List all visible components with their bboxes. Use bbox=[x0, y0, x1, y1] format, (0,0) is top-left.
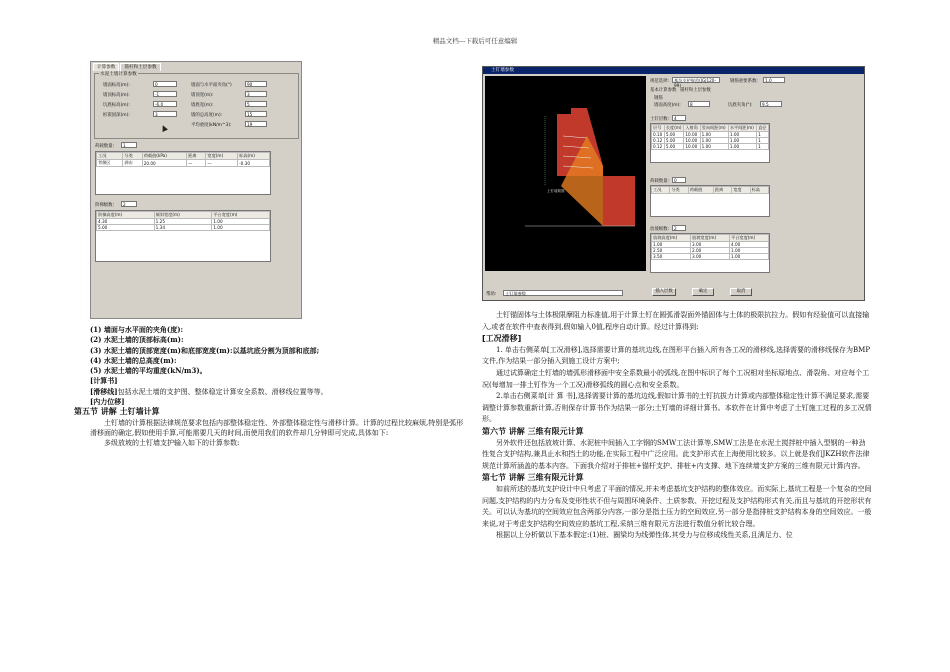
table-cell[interactable]: 背侧区 bbox=[97, 160, 123, 167]
step-table[interactable] bbox=[95, 210, 271, 262]
help-label: 帮助: bbox=[486, 292, 497, 297]
table-cell[interactable]: 2.50 bbox=[652, 248, 691, 254]
table-row[interactable] bbox=[97, 160, 270, 167]
spec-select[interactable]: 基坑支护规范(JGJ120-99) bbox=[672, 77, 720, 83]
step-count-input[interactable]: 2 bbox=[121, 201, 137, 207]
safety-select[interactable]: 1.0 bbox=[763, 77, 785, 83]
params-label: 钢筋 bbox=[654, 96, 663, 101]
page-header: 精品文档---下载后可任意编辑 bbox=[432, 37, 518, 45]
slide-label: [滑移线] bbox=[90, 386, 118, 396]
table-cell[interactable]: 1.00 bbox=[728, 138, 756, 144]
col-header: 分类 bbox=[670, 187, 688, 194]
table-cell[interactable]: 5.00 bbox=[664, 138, 684, 144]
sub-heading-slip: [工况滑移] bbox=[482, 334, 522, 344]
top-width-input[interactable]: 3 bbox=[245, 91, 267, 97]
col-header: 放坡高度(m) bbox=[652, 235, 691, 242]
table-cell[interactable]: 4.30 bbox=[97, 219, 155, 225]
table-cell[interactable]: 0.12 bbox=[652, 138, 665, 144]
calc-label: [计算书] bbox=[90, 376, 118, 386]
r-load-count-input[interactable]: 0 bbox=[672, 177, 686, 183]
col-header: 长度(m) bbox=[664, 125, 684, 132]
table-cell[interactable]: 1 bbox=[757, 138, 769, 144]
col-header: 标高(m) bbox=[238, 153, 270, 160]
soil-nail-diagram bbox=[485, 76, 646, 271]
table-cell[interactable]: 1.00 bbox=[728, 144, 756, 150]
params-panel bbox=[648, 76, 863, 298]
wall-top-input[interactable]: 0 bbox=[153, 81, 177, 87]
embed-depth-input[interactable]: 3 bbox=[153, 111, 177, 117]
para-calc-book: 2.单击右侧菜单[计 算 书],选择需要计算的基坑边线,假如计算书的土钉抗拔力计算或内部整体稳定性计算不满足要求,需要调整计算参数重新计算,否则保存计算书作为结果一部分;土钉墙的详细计算书。本软件在计算中考虑了土钉施工过程的多工况情形。 bbox=[482, 392, 872, 424]
wall-height-label: 墙面高度(m): bbox=[654, 103, 681, 108]
col-header: 标高 bbox=[750, 187, 768, 194]
table-cell[interactable]: 1.34 bbox=[154, 225, 212, 231]
table-cell[interactable]: 1.00 bbox=[730, 254, 769, 260]
list-item: (2) 水泥土墙的顶部标高(m): bbox=[90, 335, 184, 345]
diagram-label: 土钉墙简图 bbox=[547, 189, 565, 193]
load-count-input[interactable]: 1 bbox=[121, 142, 137, 148]
table-cell[interactable]: 10.00 bbox=[684, 132, 700, 138]
wall-height-input[interactable]: 8 bbox=[688, 101, 710, 107]
wall-crest-label: 墙顶标高(m): bbox=[103, 93, 130, 98]
table-cell[interactable]: 10.00 bbox=[684, 144, 700, 150]
para-friction: 土钉锚固体与土体极限摩阻力标准值,用于计算土钉在圆弧滑裂面外锚固体与土体的极限抗拉力。假如有经验值可以直接输入,或者在软件中查表得到,假如输入0值,程序自动计算。经过计算得到: bbox=[482, 311, 870, 331]
window-title: 土钉墙参数 bbox=[483, 67, 864, 74]
list-item: (4) 水泥土墙的总高度(m): bbox=[90, 355, 177, 365]
col-header: 分类 bbox=[123, 153, 142, 160]
slide-text: 包括水泥土墙的支护图、整体稳定计算安全系数、滑移线位置等等。 bbox=[117, 387, 328, 396]
table-cell[interactable]: 1.00 bbox=[728, 132, 756, 138]
table-cell[interactable]: 1 bbox=[757, 144, 769, 150]
nail-table[interactable] bbox=[650, 123, 770, 163]
table-cell[interactable]: 1.00 bbox=[700, 144, 728, 150]
table-cell[interactable]: 1 bbox=[757, 132, 769, 138]
total-height-input[interactable]: 15 bbox=[245, 111, 267, 117]
unit-weight-label: 平均重度(kN/m^3): bbox=[191, 123, 232, 128]
table-row[interactable] bbox=[652, 254, 769, 260]
spec-label: 规范选择: bbox=[650, 79, 670, 84]
col-header: 层号 bbox=[652, 125, 665, 132]
table-cell[interactable]: 3.00 bbox=[691, 242, 730, 248]
table-cell[interactable]: 20.00 bbox=[142, 160, 186, 167]
col-header: 竖向间距(m) bbox=[700, 125, 728, 132]
table-cell[interactable]: 4.00 bbox=[730, 242, 769, 248]
pit-bottom-input[interactable]: -6.0 bbox=[153, 101, 177, 107]
tab-anchor[interactable]: 锚杆和土层参数 bbox=[680, 88, 711, 93]
load-count-label: 荷载数量: bbox=[95, 144, 115, 149]
disp-label: [内力位移] bbox=[90, 397, 125, 407]
tab-calc-params[interactable]: 计算参数 bbox=[93, 63, 119, 71]
section-7-title: 第七节 讲解 三维有限元计算 bbox=[482, 473, 584, 483]
para-3d: 如前所述的基坑支护设计中只考虑了平面的情况,并未考虑基坑支护结构的整体效应。而实际上,基坑工程是一个复杂的空间问题,支护结构的内力分布及变形性状不但与周围环境条件、土质参数、开挖过程及支护结构形式有关,而且与基坑的开挖形状有关。可以认为基坑的空间效应包含两部分内容,一部分是指土压力的空间效应,另一部分是指排桩支护结构本身的空间效应。一般来说,对于考虑支护结构空间效应的基坑工程,采纳三维有限元方法进行数值分析比较合理。 bbox=[482, 484, 872, 528]
table-cell[interactable]: 2.00 bbox=[691, 248, 730, 254]
col-header: 宽度 bbox=[732, 187, 750, 194]
embed-depth-label: 桩嵌固深(m): bbox=[103, 113, 130, 118]
col-header: 入射角 bbox=[684, 125, 700, 132]
step-count-label: 阶梯级数: bbox=[95, 203, 115, 208]
r-step-count-label: 放坡级数: bbox=[650, 227, 670, 232]
list-item: (3) 水泥土墙的顶部宽度(m)和底部宽度(m):以基坑底分割为顶部和底部; bbox=[90, 345, 320, 355]
col-header: 直径 bbox=[757, 125, 769, 132]
nail-count-label: 土钉层数: bbox=[650, 117, 670, 122]
para-slip-2: 通过试算确定土钉墙的墙弧形滑移面中安全系数最小的弧线,在图中标识了每个工况相对坐标原地点、滑裂角、对应每个工况(每增加一排土钉作为一个工况)滑移弧线的圆心点和安全系数。 bbox=[482, 368, 870, 389]
angle-input[interactable]: 9.5 bbox=[760, 101, 782, 107]
diagram-svg bbox=[485, 76, 646, 271]
load-table[interactable] bbox=[95, 151, 271, 195]
total-height-label: 墙的总高度(m): bbox=[191, 113, 223, 118]
table-cell[interactable]: 1.00 bbox=[700, 138, 728, 144]
table-cell[interactable]: 1.25 bbox=[154, 219, 212, 225]
table-cell[interactable]: 5.00 bbox=[664, 144, 684, 150]
section-6-title: 第六节 讲解 三维有限元计算 bbox=[482, 426, 584, 436]
left-column-text bbox=[74, 325, 470, 449]
list-item: (1) 墙面与水平面的夹角(度): bbox=[90, 325, 184, 334]
col-header: 距离 bbox=[187, 153, 206, 160]
wall-angle-label: 墙面与水平面夹角(°) bbox=[191, 83, 232, 88]
soil-nail-window bbox=[482, 66, 865, 301]
para-assumptions: 根据以上分析做以下基本假定:(1)桩、圈梁均为线弹性体,其受力与位移成线性关系,且满足力、位 bbox=[496, 531, 793, 540]
col-header: 水平间距(m) bbox=[728, 125, 756, 132]
bottom-width-label: 墙底宽(m): bbox=[191, 103, 214, 108]
table-cell[interactable]: 1.00 bbox=[700, 132, 728, 138]
params-group bbox=[94, 73, 299, 139]
cancel-button[interactable]: 取消 bbox=[730, 288, 752, 296]
bottom-width-input[interactable]: 5 bbox=[245, 101, 267, 107]
slide-line bbox=[90, 387, 470, 397]
list-item: (5) 水泥土墙的平均重度(kN/m3)。 bbox=[90, 366, 207, 376]
insert-layer-button[interactable]: 插入层数 bbox=[652, 288, 676, 296]
para-slip-1: 1. 单击右侧菜单[工况滑移],选择需要计算的基坑边线,在图形平台插入所有各工况的滑移线,选择需要的滑移线保存为BMP文件,作为结果一部分插入到施工设计方案中; bbox=[482, 345, 871, 366]
table-cell[interactable]: — bbox=[206, 160, 238, 167]
tab-basic[interactable]: 基本计算参数 bbox=[650, 88, 677, 93]
table-cell[interactable]: 满布 bbox=[123, 160, 142, 167]
ok-button[interactable]: 确定 bbox=[692, 288, 714, 296]
unit-weight-input[interactable]: 19 bbox=[245, 121, 267, 127]
table-cell[interactable]: 1.00 bbox=[212, 219, 270, 225]
table-cell[interactable]: 3.00 bbox=[691, 254, 730, 260]
table-cell[interactable]: 0.10 bbox=[652, 132, 665, 138]
col-header: 倾斜宽度(m) bbox=[154, 212, 212, 219]
col-header: 平台宽度(m) bbox=[730, 235, 769, 242]
safety-label: 钢筋重要系数: bbox=[730, 79, 758, 84]
col-header: 距离 bbox=[713, 187, 731, 194]
tab-anchor-soil[interactable]: 锚杆和土层参数 bbox=[120, 63, 160, 71]
params-group-title: 水泥土墙计算参数 bbox=[100, 72, 137, 77]
wall-crest-input[interactable]: -1 bbox=[153, 91, 177, 97]
pit-bottom-label: 坑底标高(m): bbox=[103, 103, 130, 108]
col-header: 阶梯高度(m) bbox=[97, 212, 155, 219]
table-cell[interactable]: 1.00 bbox=[212, 225, 270, 231]
r-load-table[interactable] bbox=[650, 185, 770, 217]
angle-label: 坑底夹角(°): bbox=[728, 103, 753, 108]
table-cell[interactable]: 1.00 bbox=[652, 242, 691, 248]
table-cell[interactable]: 5.00 bbox=[664, 132, 684, 138]
r-step-count-input[interactable]: 2 bbox=[672, 225, 686, 231]
table-cell[interactable]: 0.12 bbox=[652, 144, 665, 150]
col-header: 荷载值(kPa) bbox=[142, 153, 186, 160]
right-column-text bbox=[482, 310, 872, 542]
table-cell[interactable]: 1.00 bbox=[730, 248, 769, 254]
table-cell[interactable]: 3.50 bbox=[652, 254, 691, 260]
section-5-title: 第五节 讲解 土钉墙计算 bbox=[74, 407, 160, 417]
section-5-para-2: 多级放坡的土钉墙支护输入如下的计算参数: bbox=[104, 439, 240, 448]
table-row[interactable] bbox=[97, 225, 270, 231]
wall-params-dialog bbox=[90, 61, 302, 319]
col-header: 平台宽度(m) bbox=[212, 212, 270, 219]
section-5-para-1: 土钉墙的计算根据法律规范要求包括内部整体稳定性、外部整体稳定性与滑移计算。计算的过程比较麻烦,特别是弧形滑移面的确定,假如使用手算,可能需要几天的时间,而使用我们的软件却几分钟即可完成,具体如下: bbox=[90, 418, 464, 437]
table-cell[interactable]: 10.00 bbox=[684, 138, 700, 144]
para-smw: 另外软件还包括放坡计算、水泥桩中间插入工字钢的SMW工法计算等,SMW工法是在水泥土搅拌桩中插入型钢的一种劲性复合支护结构,兼具止水和挡土的功能,在实际工程中广泛应用。此支护形式在上海使用比较多。以上就是我们JKZH软件法律规范计算所涵盖的基本内容。下面我介绍对于排桩+锚杆支护、排桩+内支撑、地下连续墙支护方案的三维有限元计算内容。 bbox=[482, 438, 870, 470]
nail-count-input[interactable]: 4 bbox=[672, 115, 686, 121]
table-cell[interactable]: 5.00 bbox=[97, 225, 155, 231]
r-step-table[interactable] bbox=[650, 233, 770, 273]
r-load-count-label: 荷载数量: bbox=[650, 179, 670, 184]
col-header: 放坡宽度(m) bbox=[691, 235, 730, 242]
table-cell[interactable]: -0.30 bbox=[238, 160, 270, 167]
table-row[interactable] bbox=[652, 144, 769, 150]
col-header: 工况 bbox=[652, 187, 670, 194]
wall-top-label: 墙面标高(m): bbox=[103, 83, 130, 88]
col-header: 工况 bbox=[97, 153, 123, 160]
table-cell[interactable]: — bbox=[187, 160, 206, 167]
wall-angle-input[interactable]: 90 bbox=[245, 81, 267, 87]
col-header: 宽度(m) bbox=[206, 153, 238, 160]
top-width-label: 墙顶宽(m): bbox=[191, 93, 214, 98]
col-header: 荷载值 bbox=[688, 187, 713, 194]
help-field[interactable]: 土钉墙参数 bbox=[503, 290, 623, 296]
